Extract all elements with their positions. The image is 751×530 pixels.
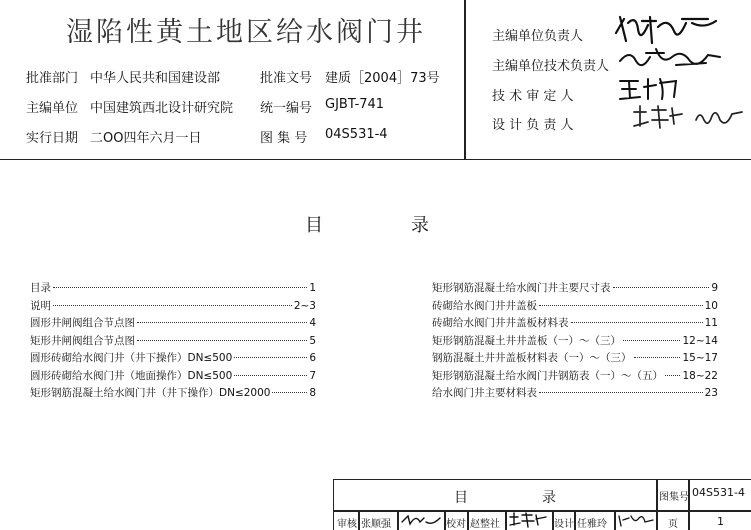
toc-leader [53,305,292,306]
toc-entry[interactable] [30,280,316,298]
signature-label: 主编单位负责人 [492,29,584,44]
meta-value: GJBT-741 [325,97,385,112]
signature-label: 技 术 审 定 人 [492,89,574,104]
toc-entry-title: 矩形钢筋混凝土给水阀门井主要尺寸表 [432,282,611,294]
toc-leader [571,322,703,323]
meta-value: 04S531-4 [325,127,388,142]
design-label: 设计 [554,519,574,530]
atlas-number-label: 图集号 [659,492,689,503]
toc-leader [539,392,703,393]
document-title: 湿陷性黄土地区给水阀门井 [66,17,426,48]
toc-entry[interactable] [432,333,718,351]
title-block-name-char-1: 目 [454,490,468,506]
meta-value: 中国建筑西北设计研究院 [90,101,234,116]
signature-row-chief-tech-head [492,55,609,74]
signature-row-technical-reviewer [492,85,574,104]
toc-entry-title: 给水阀门井主要材料表 [432,387,537,399]
check-label: 校对 [446,519,466,530]
toc-entry-page: 5 [309,334,316,347]
toc-leader [234,375,307,376]
handwritten-signature-icon [508,511,550,529]
toc-leader [234,357,307,358]
toc-entry[interactable] [432,298,718,316]
meta-value: 二OO四年六月一日 [90,131,202,146]
toc-entry-title: 目录 [30,282,51,294]
handwritten-signature-icon [400,512,442,528]
toc-leader [53,287,307,288]
toc-entry-page: 9 [711,282,718,294]
toc-entry-page: 12~14 [682,334,718,347]
toc-leader [634,357,681,358]
toc-entry[interactable] [30,333,316,351]
title-block [333,479,751,530]
review-label: 审核 [337,519,357,530]
page-label: 页 [668,519,678,530]
toc-leader [272,392,307,393]
signature-row-chief-unit-head [492,25,583,44]
toc-entry[interactable] [432,280,718,298]
toc-entry-page: 23 [704,387,718,399]
designer-name: 任雅玲 [577,519,607,530]
toc-entry-title: 砖砌给水阀门井井盖板材料表 [432,317,569,329]
toc-leader [623,340,680,341]
title-block-name-char-2: 录 [542,490,556,506]
toc-entry-title: 圆形砖砌给水阀门井（井下操作）DN≤500 [30,352,233,364]
meta-label: 统一编号 [260,101,313,116]
toc-heading-char-2: 录 [411,215,429,236]
toc-entry[interactable] [432,350,718,368]
meta-value: 建质［2004］73号 [325,71,440,86]
meta-value: 中华人民共和国建设部 [90,71,221,86]
handwritten-signature-icon [617,512,655,528]
toc-leader [137,340,307,341]
toc-entry-title: 矩形井闸阀组合节点图 [30,334,135,347]
toc-entry[interactable] [432,368,718,386]
header-divider [464,0,466,160]
title-block-divider [397,510,399,530]
toc-leader [137,322,307,323]
meta-label: 批准部门 [26,71,79,86]
meta-label: 主编单位 [26,101,79,116]
toc-entry-title: 矩形钢筋混凝土井井盖板（一）～（三） [432,334,621,347]
toc-entry-page: 4 [309,317,316,329]
sheet-header [0,0,751,160]
handwritten-signature-icon [612,13,722,47]
toc-entry-title: 矩形钢筋混凝土给水阀门井（井下操作）DN≤2000 [30,387,271,399]
reviewer-name: 张顺强 [361,519,391,530]
toc-entry[interactable] [432,315,718,333]
toc-entry[interactable] [30,385,316,403]
toc-leader [613,287,710,288]
signature-label: 主编单位技术负责人 [492,59,610,74]
toc-entry[interactable] [30,368,316,386]
toc-leader [665,375,680,376]
toc-entry-page: 11 [704,317,718,329]
toc-entry[interactable] [30,350,316,368]
toc-entry-page: 7 [309,369,316,382]
toc-entry[interactable] [432,385,718,403]
toc-entry-page: 6 [309,352,316,364]
handwritten-signature-icon [616,43,726,73]
atlas-number-value: 04S531-4 [692,486,745,499]
toc-leader [539,305,703,306]
signature-label: 设 计 负 责 人 [492,118,574,133]
toc-left-column [30,280,316,403]
toc-entry-page: 1 [309,282,316,294]
page-number: 1 [717,515,724,528]
toc-entry-page: 10 [704,299,718,312]
meta-label: 图 集 号 [260,131,308,146]
title-block-divider [358,510,360,530]
toc-right-column [432,280,718,403]
handwritten-signature-icon [616,73,686,103]
toc-entry[interactable] [30,298,316,316]
toc-entry-page: 15~17 [682,352,718,364]
toc-entry-title: 圆形井闸阀组合节点图 [30,317,135,329]
meta-label: 批准文号 [260,71,313,86]
title-block-divider [656,480,658,530]
toc-entry-page: 8 [309,387,316,399]
toc-entry-title: 圆形砖砌给水阀门井（地面操作）DN≤500 [30,369,233,382]
meta-label: 实行日期 [26,131,79,146]
title-block-divider [467,510,469,530]
toc-entry[interactable] [30,315,316,333]
title-block-divider [574,510,576,530]
title-block-divider [505,510,507,530]
signature-row-design-lead [492,114,574,133]
toc-entry-title: 砖砌给水阀门井井盖板 [432,299,537,312]
handwritten-signature-icon [630,102,746,132]
toc-entry-title: 说明 [30,299,51,312]
toc-entry-page: 2~3 [293,299,316,312]
toc-entry-title: 钢筋混凝土井井盖板材料表（一）～（三） [432,352,632,364]
checker-name: 赵整社 [470,519,500,530]
toc-entry-page: 18~22 [682,369,718,382]
title-block-divider [614,510,616,530]
toc-heading-char-1: 目 [305,215,323,236]
toc-entry-title: 矩形钢筋混凝土给水阀门井钢筋表（一）～（五） [432,369,663,382]
